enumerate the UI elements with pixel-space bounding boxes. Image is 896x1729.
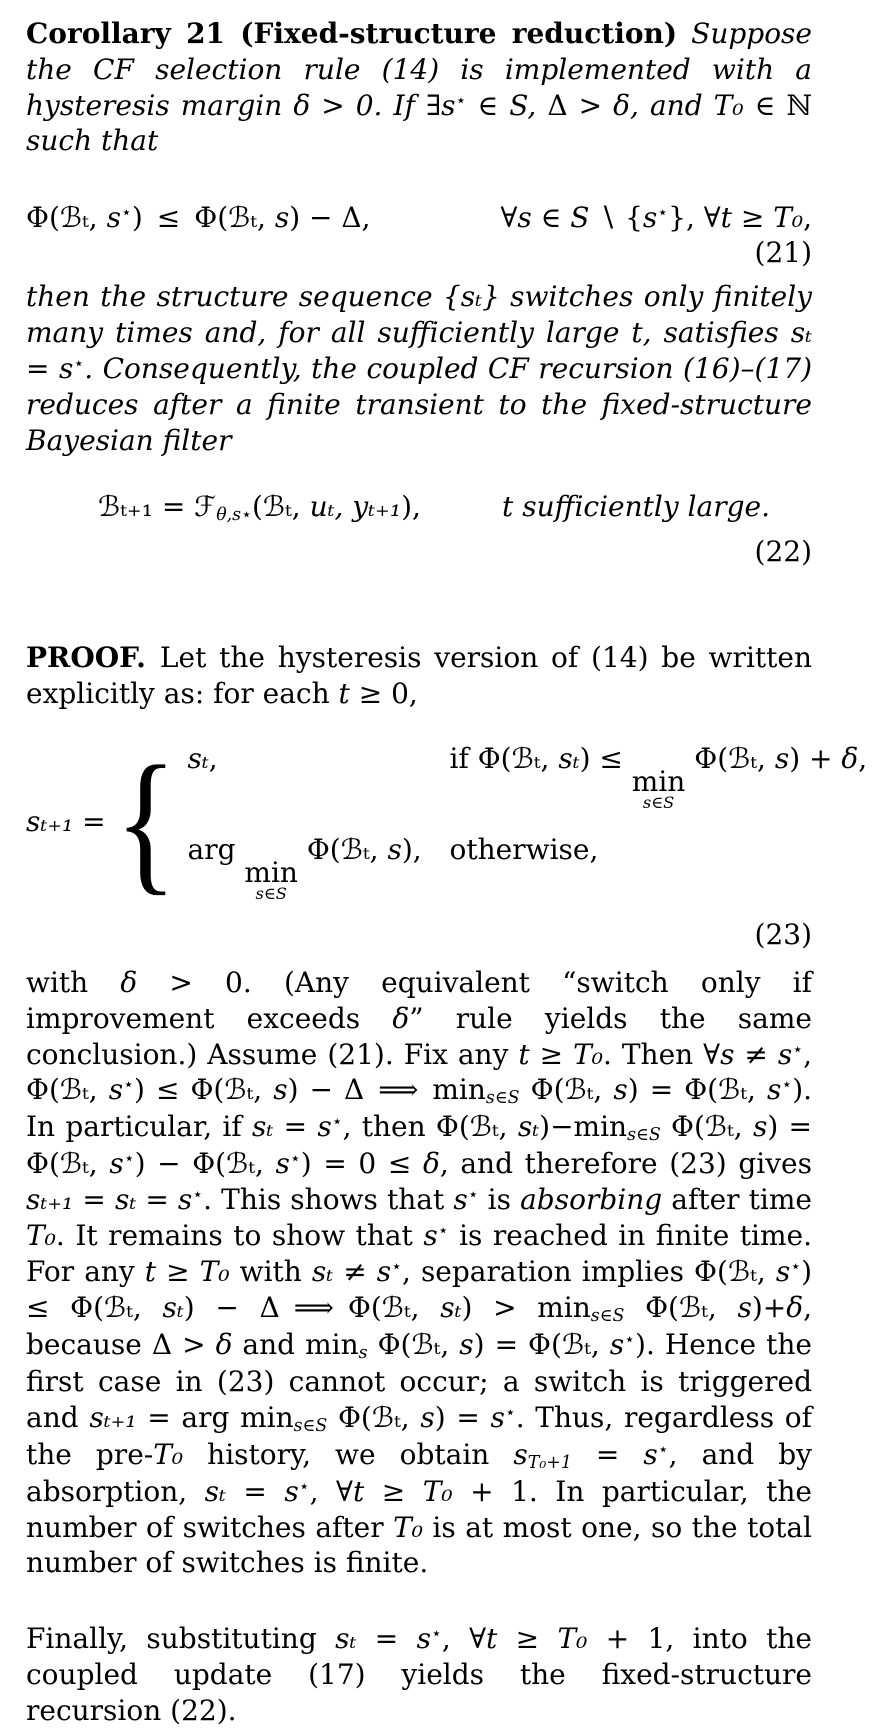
text-segment: ) =	[434, 1400, 491, 1434]
text-segment: T₀	[573, 1037, 603, 1071]
equation-22-body	[26, 490, 812, 525]
text-segment: ⋆	[437, 1221, 449, 1242]
text-segment: ℬₜ₊₁ = ℱ	[98, 490, 217, 524]
text-segment: + 1. In particular, the number of switches after	[26, 1474, 813, 1544]
text-segment: after time	[662, 1183, 812, 1217]
text-segment: ∀	[500, 201, 518, 235]
text-segment: ) ≤	[579, 741, 632, 775]
text-segment: T₀+1	[527, 1452, 572, 1473]
text-segment: with	[26, 965, 121, 999]
text-segment: and min	[232, 1327, 359, 1361]
text-segment: s	[376, 1254, 392, 1288]
text-segment: uₜ, yₜ₊₁	[309, 490, 402, 524]
text-segment	[677, 17, 691, 50]
text-segment: , then Φ(ℬₜ,	[342, 1110, 518, 1144]
text-segment: , ∀	[441, 1622, 487, 1656]
text-segment: ) = Φ(ℬₜ,	[627, 1073, 767, 1107]
text-segment: t sufficiently large.	[502, 490, 770, 524]
text-segment: ⋆	[792, 1039, 804, 1060]
equation-21-left	[26, 201, 371, 234]
text-segment: s	[317, 1110, 332, 1144]
text-segment: s∈S	[485, 1088, 520, 1109]
text-segment: ) − Δ ⟹ min	[287, 1073, 486, 1107]
text-segment: , separation implies Φ(ℬₜ,	[401, 1254, 776, 1288]
text-segment: history, we obtain	[183, 1437, 514, 1471]
text-segment: ⋆	[455, 90, 467, 111]
operator-subscript: s∈S	[255, 884, 287, 904]
text-segment: s	[273, 1073, 288, 1107]
text-segment: s	[275, 1147, 290, 1181]
text-segment: )+	[751, 1290, 787, 1324]
text-segment: ),	[401, 832, 422, 866]
text-segment: Let the hysteresis version of (14) be written explicitly as: for each	[26, 641, 812, 711]
operator-name: min	[244, 855, 298, 889]
text-segment: Φ(ℬₜ,	[685, 741, 775, 775]
text-segment: s	[774, 741, 790, 775]
text-segment: ≥ 0,	[349, 677, 418, 711]
equation-21-number: (21)	[754, 236, 812, 270]
text-segment: sₜ	[114, 1183, 137, 1217]
text-segment: ⋆	[298, 1476, 310, 1497]
text-segment: ℕ	[786, 88, 813, 122]
text-segment: PROOF.	[26, 641, 146, 675]
text-segment: t	[338, 677, 350, 711]
text-segment: t	[720, 201, 732, 235]
corollary-paragraph	[26, 16, 812, 159]
text-segment: . Thus, regardless of the pre-	[26, 1400, 812, 1471]
text-segment: ⋆	[657, 203, 669, 224]
text-segment: Suppose the CF selection rule (14) is implemented with a hysteresis margin δ > 0. If ∃s	[26, 17, 812, 122]
text-segment: (ℬₜ,	[251, 490, 310, 524]
text-segment: s	[459, 1327, 474, 1361]
equation-22	[26, 490, 812, 568]
text-segment: ≥	[529, 1037, 574, 1071]
text-segment: s	[720, 1037, 735, 1071]
text-segment: s	[766, 1073, 782, 1107]
text-segment: ⋆	[790, 1256, 802, 1277]
text-segment: t	[518, 1037, 530, 1071]
text-segment: δ	[422, 1147, 440, 1181]
text-segment: ∖ {	[589, 201, 643, 235]
text-segment: such that	[26, 124, 159, 158]
text-segment: ,	[208, 741, 218, 775]
text-segment: ≥	[156, 1254, 200, 1288]
text-segment: . Consequently, the coupled CF recursion (16)–(17) reduces after a finite transient to the fixed-structure Bayesian filter	[26, 351, 813, 457]
text-segment: s	[453, 1183, 468, 1217]
text-segment: δ	[120, 965, 138, 999]
text-segment: Φ(ℬₜ,	[624, 1290, 738, 1324]
text-segment: ⋆	[504, 1402, 516, 1423]
case-1-condition	[450, 742, 868, 811]
text-segment: T₀	[773, 201, 804, 235]
text-segment: t	[144, 1254, 157, 1288]
text-segment: T₀	[393, 1510, 423, 1544]
equation-22-right	[502, 490, 770, 523]
equation-23-lhs	[26, 805, 106, 838]
text-segment: s∈S	[627, 1125, 661, 1146]
text-segment: ≥	[731, 201, 774, 235]
text-segment: ⋆	[73, 353, 85, 374]
equation-22-number: (22)	[754, 535, 812, 569]
text-segment: ) > min	[461, 1290, 591, 1324]
text-segment: s	[358, 1342, 368, 1363]
text-segment: sₜ₊₁	[26, 1183, 74, 1217]
text-segment: t	[486, 1622, 498, 1656]
document	[26, 16, 868, 1729]
text-segment: s	[416, 1622, 431, 1656]
text-segment: s	[420, 1400, 435, 1434]
text-segment: s	[513, 1437, 528, 1471]
text-segment: + 1, into the coupled update (17) yields the fixed-structure recursion (22).	[26, 1622, 812, 1727]
text-segment: ) − Δ ⟹ Φ(ℬₜ,	[183, 1290, 441, 1324]
text-segment: ) = Φ(ℬₜ,	[473, 1327, 610, 1361]
text-segment: sₜ	[162, 1290, 184, 1324]
text-segment: ,	[803, 201, 812, 235]
text-segment: ≥	[497, 1622, 558, 1656]
text-segment: s	[423, 1219, 438, 1253]
text-segment: ) − Φ(ℬₜ,	[134, 1147, 276, 1181]
text-segment: =	[225, 1474, 285, 1508]
text-segment: =	[356, 1622, 417, 1656]
text-segment: , ∀	[309, 1474, 353, 1508]
text-segment: if Φ(ℬₜ,	[449, 741, 559, 775]
text-segment: sₜ	[558, 741, 580, 775]
text-segment: ⋆	[624, 1329, 636, 1350]
text-segment: s	[177, 1183, 193, 1217]
text-segment: Φ(ℬₜ,	[660, 1110, 753, 1144]
operator-name: min	[631, 764, 686, 798]
text-segment: . This shows that	[203, 1183, 454, 1217]
operator-subscript: s∈S	[642, 793, 675, 813]
text-segment: δ	[392, 1001, 410, 1035]
text-segment: δ	[786, 1290, 804, 1324]
text-segment: )−min	[539, 1110, 628, 1144]
text-segment: ) − Δ,	[289, 201, 371, 235]
text-segment: Φ(ℬₜ,	[367, 1327, 460, 1361]
text-segment: s	[737, 1290, 752, 1324]
text-segment: , because Δ >	[26, 1290, 812, 1361]
text-segment: is	[478, 1183, 521, 1217]
text-segment: ),	[401, 490, 421, 524]
text-segment: s∈S	[293, 1415, 328, 1436]
equation-22-left	[98, 490, 421, 525]
cases-grid	[188, 742, 868, 902]
text-segment: otherwise,	[449, 832, 599, 866]
text-segment: ). In particular, if	[26, 1073, 813, 1144]
text-segment: }, ∀	[668, 201, 721, 235]
text-segment: s	[517, 201, 532, 235]
text-segment: ) ≤ Φ(ℬₜ,	[131, 201, 275, 235]
equation-23-number: (23)	[754, 917, 812, 951]
text-segment: ⋆	[123, 1075, 134, 1096]
text-segment: ) ≤ Φ(ℬₜ,	[26, 1254, 813, 1324]
text-segment: Φ(ℬₜ,	[297, 832, 388, 866]
equation-21	[26, 201, 812, 269]
text-segment: s	[274, 201, 290, 235]
text-segment: δ	[841, 741, 859, 775]
text-segment: T₀	[26, 1219, 56, 1253]
proof-heading-paragraph	[26, 640, 812, 712]
text-segment: s	[387, 832, 402, 866]
text-segment: ≥	[364, 1474, 423, 1508]
case-2-condition	[450, 833, 599, 866]
text-segment: =	[273, 1110, 318, 1144]
text-segment: absorbing	[520, 1183, 663, 1217]
text-segment: with	[229, 1254, 312, 1288]
text-segment: sₜ₊₁	[26, 805, 74, 839]
text-segment: > 0. (Any equivalent “switch only if improvement exceeds	[26, 965, 812, 1035]
text-segment: s	[284, 1474, 299, 1508]
text-segment: s∈S	[590, 1305, 625, 1326]
cases-brace: {	[114, 733, 177, 909]
text-segment: ) = 0 ≤	[300, 1147, 423, 1181]
text-segment: ∈	[531, 201, 571, 235]
text-segment: sₜ	[311, 1254, 334, 1288]
text-segment: sₜ	[517, 1110, 540, 1144]
statement-paragraph	[26, 279, 812, 458]
min-understack	[631, 764, 686, 813]
text-segment: , and by absorption,	[26, 1437, 812, 1508]
text-segment: is at most one, so the total number of switches is finite.	[26, 1510, 813, 1580]
text-segment: sₜ	[440, 1290, 462, 1324]
text-segment: θ,s⋆	[216, 505, 252, 526]
text-segment: =	[136, 1183, 178, 1217]
text-segment: ⋆	[289, 1149, 301, 1170]
min-understack	[244, 855, 298, 904]
text-segment: Δ	[547, 88, 568, 122]
text-segment: ⋆	[192, 1185, 204, 1206]
text-segment: arg	[187, 832, 245, 866]
text-segment: sₜ	[204, 1474, 226, 1508]
text-segment: sₜ	[335, 1622, 357, 1656]
text-segment: ∈ S,	[466, 88, 548, 122]
text-segment: sₜ	[252, 1110, 274, 1144]
text-segment: T₀	[199, 1254, 230, 1288]
text-segment: . Then ∀	[602, 1037, 721, 1071]
text-segment: s	[752, 1110, 768, 1144]
text-segment: ≠	[333, 1254, 377, 1288]
text-segment: sₜ	[187, 741, 209, 775]
cases-row-1	[188, 742, 868, 811]
text-segment: Finally, substituting	[26, 1622, 336, 1656]
text-segment: s	[108, 1073, 124, 1107]
text-segment: = arg min	[136, 1400, 294, 1434]
text-segment: , and therefore (23) gives	[439, 1147, 812, 1181]
text-segment: ⋆	[391, 1256, 402, 1277]
text-segment: ⋆	[657, 1439, 669, 1460]
text-segment: S	[570, 201, 590, 235]
text-segment: ⋆	[120, 203, 132, 224]
text-segment: =	[73, 805, 106, 839]
text-segment: ⋆	[123, 1149, 135, 1170]
text-segment: s	[490, 1400, 505, 1434]
case-2-value	[188, 833, 450, 902]
text-segment: sₜ₊₁	[89, 1400, 137, 1434]
text-segment: T₀	[422, 1474, 453, 1508]
text-segment: ≠	[734, 1037, 778, 1071]
text-segment: s	[642, 201, 658, 235]
text-segment: ⋆	[430, 1624, 442, 1645]
text-segment: ). Hence the first case in (23) cannot occur; a switch is triggered and	[26, 1327, 812, 1434]
text-segment: s	[775, 1254, 791, 1288]
equation-23	[26, 733, 868, 951]
equation-21-right	[500, 201, 812, 234]
text-segment: T₀	[557, 1622, 588, 1656]
text-segment: ⋆	[781, 1075, 793, 1096]
text-segment: s	[613, 1073, 628, 1107]
text-segment: ⋆	[331, 1112, 343, 1133]
text-segment: δ	[215, 1327, 233, 1361]
text-segment: > δ, and T₀ ∈	[567, 88, 787, 122]
text-segment: ⋆	[467, 1185, 479, 1206]
text-segment: Φ(ℬₜ,	[519, 1073, 614, 1107]
text-segment: ) = Φ(ℬₜ,	[26, 1110, 813, 1181]
text-segment: Corollary 21 (Fixed-structure reduction)	[26, 17, 678, 50]
text-segment: then the structure sequence {sₜ} switches only finitely many times and, for all sufficiently large t, satisfies sₜ = s	[26, 280, 812, 385]
text-segment: =	[571, 1437, 644, 1471]
text-segment: s	[777, 1037, 793, 1071]
closing-paragraph	[26, 1621, 812, 1728]
text-segment: ” rule yields the same conclusion.) Assume (21). Fix any	[26, 1001, 812, 1071]
text-segment: T₀	[153, 1437, 184, 1471]
text-segment: s	[109, 1147, 124, 1181]
text-segment: s	[609, 1327, 625, 1361]
text-segment: . It remains to show that	[55, 1219, 424, 1253]
text-segment: =	[73, 1183, 115, 1217]
text-segment: s	[643, 1437, 658, 1471]
cases-row-2	[188, 833, 868, 902]
text-segment: is reached in finite time. For any	[26, 1219, 812, 1288]
text-segment: t	[352, 1474, 365, 1508]
proof-body-paragraph	[26, 965, 812, 1581]
text-segment: ) ≤ Φ(ℬₜ,	[133, 1073, 274, 1107]
case-1-value	[188, 742, 450, 775]
text-segment: , Φ(ℬₜ,	[26, 1037, 813, 1107]
equation-21-body	[26, 201, 812, 234]
text-segment: Φ(ℬₜ,	[26, 201, 107, 235]
text-segment: Φ(ℬₜ,	[327, 1400, 421, 1434]
text-segment: ,	[858, 741, 868, 775]
text-segment: ) +	[789, 741, 842, 775]
equation-23-body	[26, 733, 868, 909]
text-segment: s	[106, 201, 121, 235]
